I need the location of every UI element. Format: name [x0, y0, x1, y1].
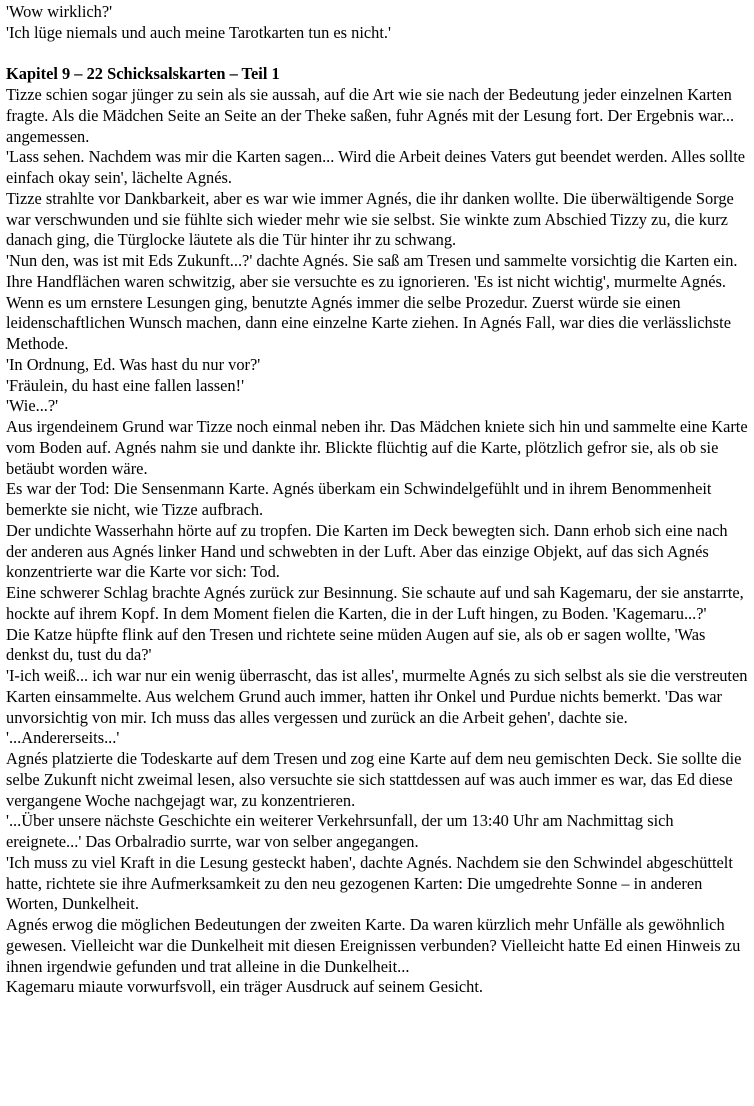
document-page [6, 2, 748, 998]
paragraph: 'Wie...?' [6, 396, 59, 416]
paragraph: Tizze strahlte vor Dankbarkeit, aber es war wie immer Agnés, die ihr danken wollte. Die überwältigende Sorge war verschwunden und sie fühlte sich wieder mehr wie sie selbst. Sie winkte zum Abschied Tizzy zu, die kurz danach ging, die Türglocke läutete als die Tür hinter ihr zu schwang. [6, 188, 734, 250]
paragraph: Agnés erwog die möglichen Bedeutungen der zweiten Karte. Da waren kürzlich mehr Unfälle als gewöhnlich gewesen. Vielleicht war die Dunkelheit mit diesen Ereignissen verbunden? Vielleicht hatte Ed einen Hinweis zu ihnen irgendwie gefunden und trat alleine in die Dunkelheit... [6, 915, 741, 976]
paragraph: Tizze schien sogar jünger zu sein als sie aussah, auf die Art wie sie nach der Bedeutung jeder einzelnen Karten fragte. Als die Mädchen Seite an Seite an der Theke saßen, fuhr Agnés mit der Lesung fort. Der Ergebnis war... angemessen. [6, 85, 735, 146]
paragraph: Eine schwerer Schlag brachte Agnés zurück zur Besinnung. Sie schaute auf und sah Kagemaru, der sie anstarrte, hockte auf ihrem Kopf. In dem Moment fielen die Karten, die in der Luft hingen, zu Boden. 'Kagemaru...?' [6, 583, 744, 623]
chapter-title: Kapitel 9 – 22 Schicksalskarten – Teil 1 [6, 64, 280, 84]
intro-line: 'Ich lüge niemals und auch meine Tarotkarten tun es nicht.' [6, 22, 391, 42]
paragraph: Agnés platzierte die Todeskarte auf dem Tresen und zog eine Karte auf dem neu gemischten Deck. Sie sollte die selbe Zukunft nicht zweimal lesen, also versuchte sie sich stattdessen auf was auch immer es war, das Ed diese vergangene Woche nachgejagt war, zu konzentrieren. [6, 749, 742, 810]
intro-line: 'Wow wirklich?' [6, 2, 113, 21]
paragraph: '...Über unsere nächste Geschichte ein weiterer Verkehrsunfall, der um 13:40 Uhr am Nachmittag sich ereignete...' Das Orbalradio surrte, war von selber angegangen. [6, 811, 674, 851]
paragraph: '...Andererseits...' [6, 728, 120, 748]
blank-line [6, 44, 748, 65]
paragraph: Aus irgendeinem Grund war Tizze noch einmal neben ihr. Das Mädchen kniete sich hin und sammelte eine Karte vom Boden auf. Agnés nahm sie und dankte ihr. Blickte flüchtig auf die Karte, plötzlich gefror sie, als ob sie betäubt worden wäre. [6, 417, 748, 478]
paragraph: Die Katze hüpfte flink auf den Tresen und richtete seine müden Augen auf sie, als ob er sagen wollte, 'Was denkst du, tust du da?' [6, 624, 706, 665]
paragraph: 'In Ordnung, Ed. Was hast du nur vor?' [6, 354, 261, 374]
paragraph: 'Fräulein, du hast eine fallen lassen!' [6, 375, 245, 395]
paragraph: Der undichte Wasserhahn hörte auf zu tropfen. Die Karten im Deck bewegten sich. Dann erhob sich eine nach der anderen aus Agnés linker Hand und schwebten in der Luft. Aber das einzige Objekt, auf das sich Agnés konzentrierte war die Karte vor sich: Tod. [6, 520, 728, 582]
paragraph: Kagemaru miaute vorwurfsvoll, ein träger Ausdruck auf seinem Gesicht. [6, 977, 484, 997]
paragraph: 'I-ich weiß... ich war nur ein wenig überrascht, das ist alles', murmelte Agnés zu sich selbst als sie die verstreuten Karten einsammelte. Aus welchem Grund auch immer, hatten ihr Onkel und Purdue nichts bemerkt. 'Das war unvorsichtig von mir. Ich muss das alles vergessen und zurück an die Arbeit gehen', dachte sie. [6, 666, 748, 727]
paragraph: Es war der Tod: Die Sensenmann Karte. Agnés überkam ein Schwindelgefühlt und in ihrem Benommenheit bemerkte sie nicht, wie Tizze aufbrach. [6, 479, 712, 519]
paragraph: 'Nun den, was ist mit Eds Zukunft...?' dachte Agnés. Sie saß am Tresen und sammelte vorsichtig die Karten ein. Ihre Handflächen waren schwitzig, aber sie versuchte es zu ignorieren. 'Es ist nicht wichtig', murmelte Agnés. [6, 251, 738, 291]
paragraph: Wenn es um ernstere Lesungen ging, benutzte Agnés immer die selbe Prozedur. Zuerst würde sie einen leidenschaftlichen Wunsch machen, dann eine einzelne Karte ziehen. In Agnés Fall, war dies die verlässlichste Methode. [6, 292, 731, 353]
paragraph: 'Ich muss zu viel Kraft in die Lesung gesteckt haben', dachte Agnés. Nachdem sie den Schwindel abgeschüttelt hatte, richtete sie ihre Aufmerksamkeit zu den neu gezogenen Karten: Die umgedrehte Sonne – in anderen Worten, Dunkelheit. [6, 852, 733, 914]
paragraph: 'Lass sehen. Nachdem was mir die Karten sagen... Wird die Arbeit deines Vaters gut beendet werden. Alles sollte einfach okay sein', lächelte Agnés. [6, 147, 746, 187]
